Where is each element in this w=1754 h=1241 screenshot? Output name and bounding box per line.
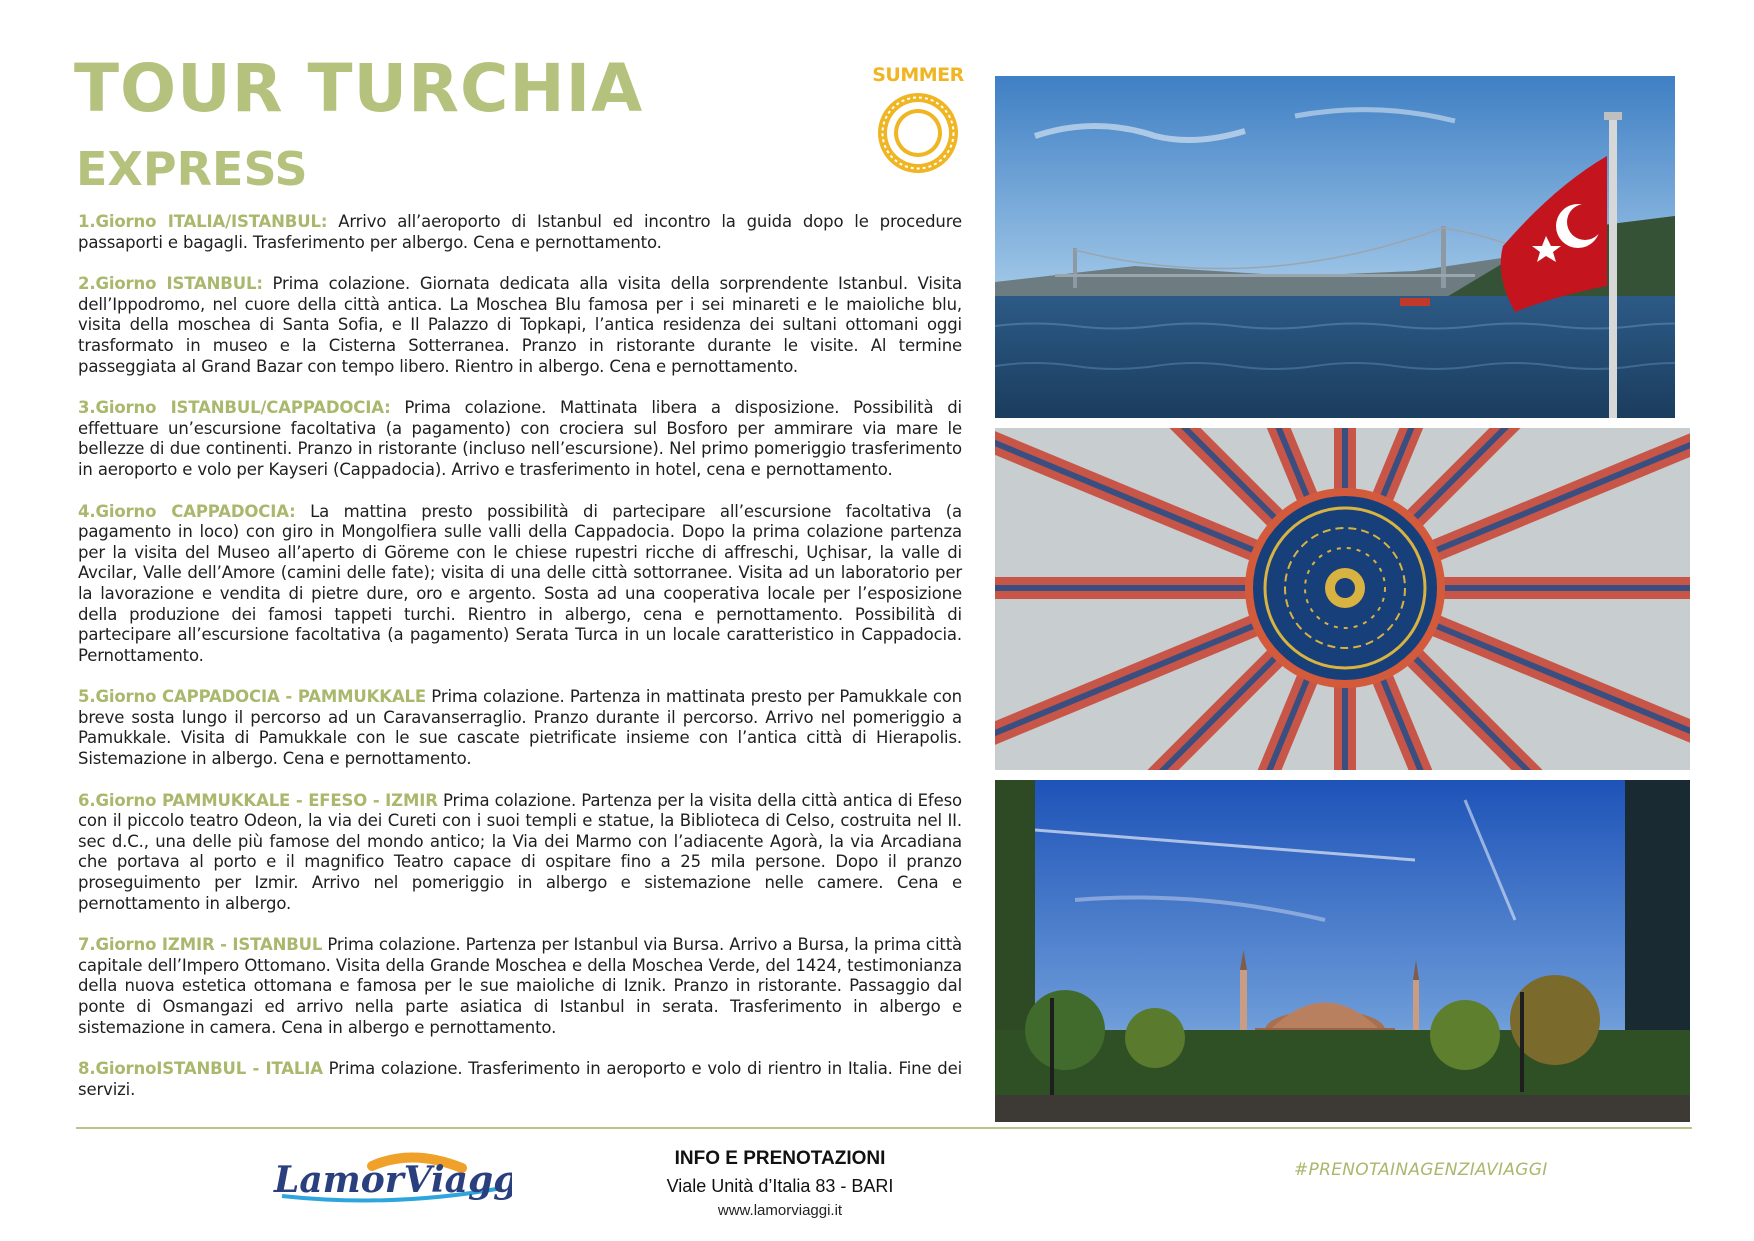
day-label: 3.Giorno ISTANBUL/CAPPADOCIA: (78, 398, 391, 418)
info-title: INFO E PRENOTAZIONI (674, 1148, 886, 1169)
day-label: 4.Giorno CAPPADOCIA: (78, 501, 296, 521)
day-text: Arrivo all’aeroporto di Istanbul ed incontro la guida dopo le procedure passaporti e bagagli. Trasferimento per albergo. Cena e pernottamento. (78, 212, 962, 252)
itinerary-day-7 (78, 935, 962, 1038)
itinerary-day-5 (78, 687, 962, 769)
day-text: Prima colazione. Trasferimento in aeroporto e volo di rientro in Italia. Fine dei servizi. (78, 1059, 962, 1099)
day-label: 7.Giorno IZMIR - ISTANBUL (78, 935, 323, 955)
day-text: Prima colazione. Partenza in mattinata presto per Pamukkale con breve sosta lungo il percorso ad un Caravanserraglio. Pranzo durante il percorso. Arrivo nel pomeriggio a Pamukkale. Visita di Pamukkale con le sue cascate pietrificate insieme con l’antica città di Hierapolis. Sistemazione in albergo. Cena e pernottamento. (78, 687, 962, 769)
day-label: 2.Giorno ISTANBUL: (78, 274, 263, 294)
day-label: 1.Giorno ITALIA/ISTANBUL: (78, 212, 328, 231)
agency-logo[interactable] (272, 1148, 512, 1208)
day-text: Prima colazione. Giornata dedicata alla visita della sorprendente Istanbul. Visita dell’Ippodromo, nel cuore della città antica. La Moschea Blu famosa per i sei minareti e le maioliche blu, visita della moschea di Santa Sofia, e Il Palazzo di Topkapi, l’antica residenza dei sultani ottomani oggi trasformato in museo e la Cisterna Sotterranea. Pranzo in ristorante durante le visite. Al termine passeggiata al Grand Bazar con tempo libero. Rientro in albergo. Cena e pernottamento. (78, 274, 962, 376)
itinerary-day-2 (78, 274, 962, 377)
page-subtitle: EXPRESS (76, 142, 308, 196)
summer-badge-label: SUMMER (872, 64, 964, 86)
itinerary-day-3 (78, 398, 962, 480)
photo-bosphorus (995, 76, 1675, 418)
day-text: Prima colazione. Mattinata libera a disposizione. Possibilità di effettuare un’escursione facoltativa (a pagamento) con crociera sul Bosforo per ammirare via mare le bellezze di due continenti. Pranzo in ristorante (incluso nell’escursione). Nel primo pomeriggio trasferimento in aeroporto e volo per Kayseri (Cappadocia). Arrivo e trasferimento in hotel, cena e pernottamento. (78, 398, 962, 479)
day-text: La mattina presto possibilità di partecipare all’escursione facoltativa (a pagamento in loco) con giro in Mongolfiera sulle valli della Cappadocia. Dopo la prima colazione partenza per la visita del Museo all’aperto di Göreme con le chiese rupestri ricche di affreschi, Uçhisar, la valle di Avcilar, Valle dell’Amore (camini delle fate); visita di una delle città sottorranee. Visita ad un laboratorio per la lavorazione e vendita di pietre dure, oro e argento. Sosta ad una cooperativa locale per l’esposizione della produzione dei famosi tappeti turchi. Rientro in albergo, cena e pernottamento. Possibilità di partecipare all’escursione facoltativa (a pagamento) Serata Turca in un locale caratteristico in Cappadocia. Pernottamento. (78, 501, 963, 665)
itinerary-day-6 (78, 791, 962, 915)
day-label: 5.Giorno CAPPADOCIA - PAMMUKKALE (78, 687, 427, 707)
day-label: 6.Giorno PAMMUKKALE - EFESO - IZMIR (78, 790, 438, 810)
hashtag: #PRENOTAINAGENZIAVIAGGI (1294, 1160, 1548, 1180)
summer-badge (868, 64, 968, 176)
itinerary (78, 212, 962, 1121)
contact-info (650, 1148, 910, 1219)
photo-hagia-sophia (995, 780, 1690, 1122)
info-address: Viale Unità d’Italia 83 - BARI (666, 1176, 894, 1196)
day-text: Prima colazione. Partenza per la visita della città antica di Efeso con il piccolo teatro Odeon, la via dei Cureti con i suoi templi e statue, la Biblioteca di Celso, costruita nel II. sec d.C., una delle più famose del mondo antico; la Via dei Marmo con l’adiacente Agorà, la via Arcadiana che portava al porto e il magnifico Teatro capace di ospitare fino a 25 mila persone. Dopo il pranzo proseguimento per Izmir. Arrivo nel pomeriggio in albergo e sistemazione nelle camere. Cena e pernottamento in albergo. (78, 790, 962, 913)
day-text: Prima colazione. Partenza per Istanbul via Bursa. Arrivo a Bursa, la prima città capitale dell’Impero Ottomano. Visita della Grande Moschea e della Moschea Verde, del 1424, testimonianza della nuova estetica ottomana e famosa per le sue maioliche di Iznik. Pranzo in ristorante. Passaggio dal ponte di Osmangazi ed arrivo nella parte asiatica di Istanbul in serata. Trasferimento in albergo e sistemazione in camera. Cena in albergo e pernottamento. (78, 935, 962, 1037)
itinerary-day-8 (78, 1059, 962, 1100)
day-label: 8.GiornoISTANBUL - ITALIA (78, 1059, 323, 1079)
itinerary-day-1 (78, 212, 962, 253)
svg-text:LamorViaggi: LamorViaggi (274, 1159, 512, 1201)
photo-mosque-dome (995, 428, 1690, 770)
itinerary-day-4 (78, 502, 962, 667)
website-link[interactable]: www.lamorviaggi.it (717, 1202, 843, 1219)
sun-icon (875, 90, 961, 176)
page-title: TOUR TURCHIA (74, 50, 644, 127)
footer-divider (76, 1127, 1692, 1129)
